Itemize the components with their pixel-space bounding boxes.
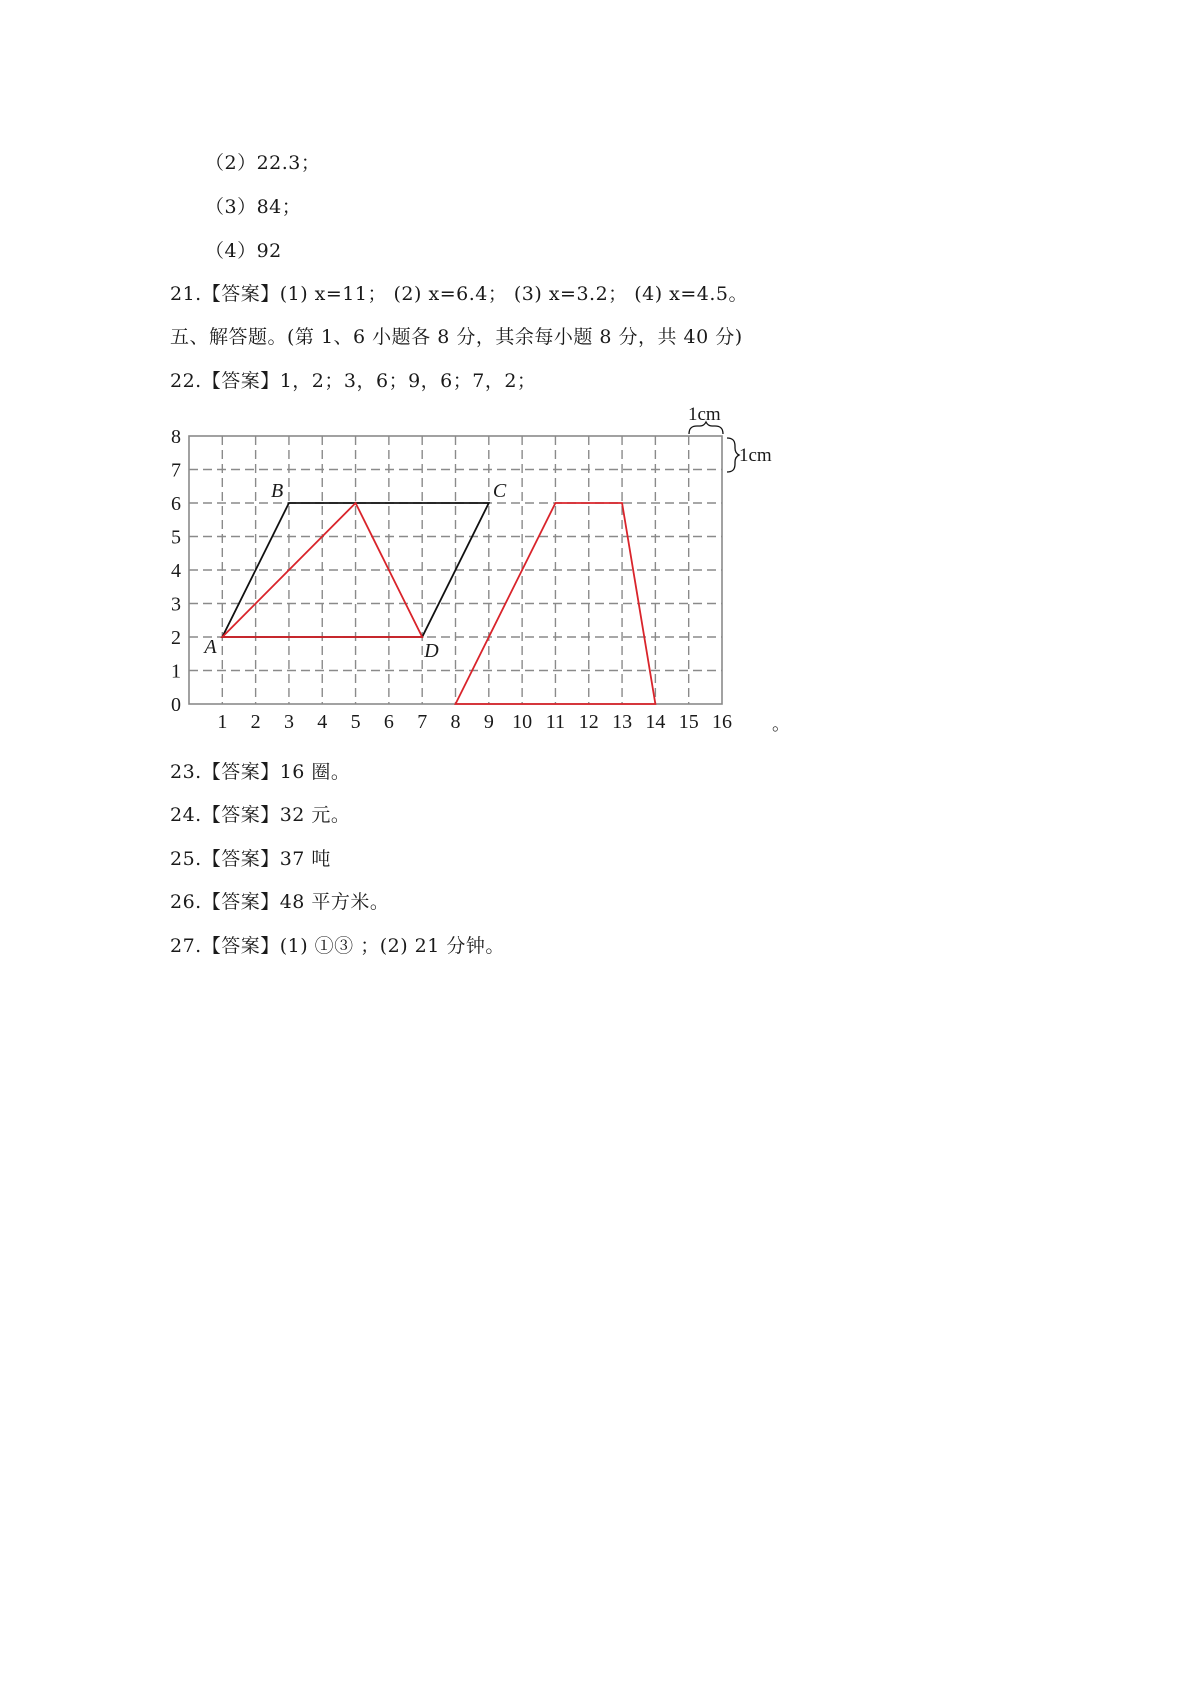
answer-23: 23.【答案】16 圈。 [170,761,351,783]
x-tick-label: 12 [578,711,599,733]
x-tick-label: 7 [417,711,428,733]
x-tick-label: 16 [712,711,732,733]
y-axis-tick-labels [171,426,181,716]
answer-line-4: （4）92 [205,240,282,262]
answer-24: 24.【答案】32 元。 [170,804,351,826]
section-five-heading: 五、解答题。(第 1、6 小题各 8 分，其余每小题 8 分，共 40 分) [170,326,743,348]
x-tick-label: 3 [283,711,294,733]
y-tick-label: 0 [171,694,181,716]
x-tick-label: 4 [317,711,328,733]
y-tick-label: 4 [171,560,181,582]
point-label-b: B [270,480,284,502]
point-label-a: A [204,636,217,658]
answer-22: 22.【答案】1，2；3，6；9，6；7，2； [170,370,537,392]
x-tick-label: 9 [483,711,494,733]
x-tick-label: 8 [450,711,461,733]
y-tick-label: 6 [171,493,181,515]
trailing-period: 。 [772,714,790,734]
y-tick-label: 5 [171,526,181,549]
vertical-unit-brace [727,438,739,472]
x-tick-label: 5 [350,711,361,733]
coordinate-grid-figure [171,404,858,798]
x-tick-label: 1 [217,711,228,733]
x-tick-label: 14 [645,711,666,733]
x-tick-label: 13 [612,711,633,733]
answer-line-2: （2）22.3； [205,152,321,174]
answer-26: 26.【答案】48 平方米。 [170,891,390,913]
x-axis-tick-labels [217,711,732,733]
x-tick-label: 10 [512,711,533,733]
y-tick-label: 2 [171,627,181,649]
answer-25: 25.【答案】37 吨 [170,848,331,870]
y-tick-label: 7 [171,459,181,482]
x-tick-label: 6 [383,711,394,733]
point-labels [202,480,507,662]
x-tick-label: 11 [545,711,566,733]
vertical-unit-label: 1cm [739,445,772,466]
answer-27: 27.【答案】(1) ①③ ；(2) 21 分钟。 [170,935,505,957]
y-tick-label: 1 [171,660,181,683]
point-label-c: C [492,480,507,502]
y-tick-label: 3 [171,593,181,616]
answer-line-3: （3）84； [205,196,302,218]
answer-21: 21.【答案】(1) x=11； (2) x=6.4； (3) x=3.2； (4) x=4.5。 [170,283,749,305]
horizontal-unit-label: 1cm [688,404,721,425]
point-label-d: D [424,640,439,662]
x-tick-label: 15 [678,711,699,733]
y-tick-label: 8 [171,426,181,448]
x-tick-label: 2 [250,711,261,733]
